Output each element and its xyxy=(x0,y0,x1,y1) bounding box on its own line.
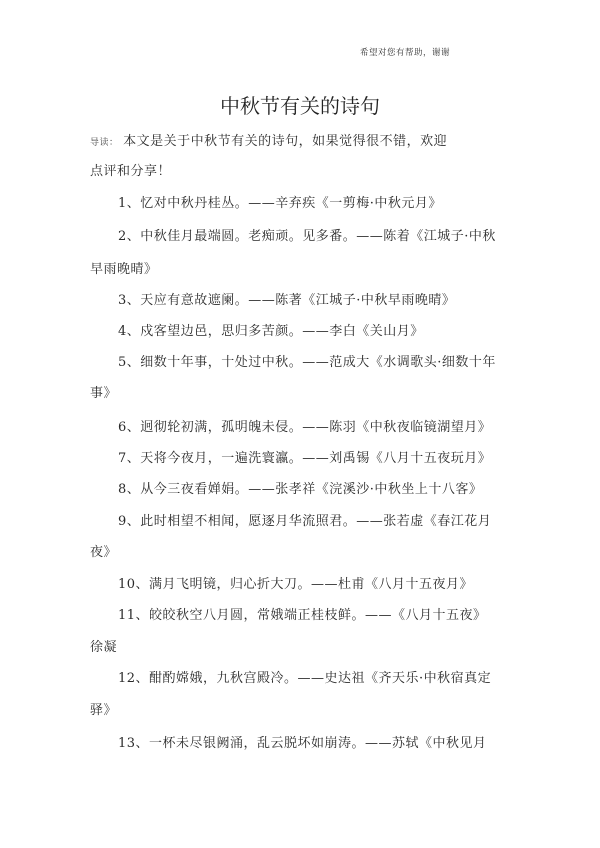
poem-line: 3、天应有意故遮阑。——陈著《江城子·中秋早雨晚晴》 xyxy=(118,293,456,308)
poem-line: 7、天将今夜月，一遍洗寰瀛。——刘禹锡《八月十五夜玩月》 xyxy=(118,451,492,466)
poem-line: 1、忆对中秋丹桂丛。——辛弃疾《一剪梅·中秋元月》 xyxy=(118,196,442,211)
intro-label: 导读： xyxy=(90,138,119,148)
poem-line: 8、从今三夜看婵娟。——张孝祥《浣溪沙·中秋坐上十八客》 xyxy=(118,482,483,497)
poem-line-continuation: 徐凝 xyxy=(90,640,118,655)
poem-line-continuation: 驿》 xyxy=(90,703,118,718)
poem-line: 9、此时相望不相闻，愿逐月华流照君。——张若虚《春江花月 xyxy=(118,514,492,529)
poem-line: 6、迥彻轮初满，孤明魄未侵。——陈羽《中秋夜临镜湖望月》 xyxy=(118,420,492,435)
poem-line: 10、满月飞明镜，归心折大刀。——杜甫《八月十五夜月》 xyxy=(118,577,474,592)
poem-line: 11、皎皎秋空八月圆，常娥端正桂枝鲜。——《八月十五夜》 xyxy=(118,608,487,623)
intro-line-1 xyxy=(90,130,447,149)
poem-line: 13、一杯未尽银阙涌，乱云脱坏如崩涛。——苏轼《中秋见月 xyxy=(118,736,487,751)
poem-line-continuation: 事》 xyxy=(90,386,118,401)
poem-line: 4、戍客望边邑，思归多苦颜。——李白《关山月》 xyxy=(118,324,424,339)
header-note: 希望对您有帮助，谢谢 xyxy=(359,48,450,58)
poem-line: 5、细数十年事，十处过中秋。——范成大《水调歌头·细数十年 xyxy=(118,355,496,370)
poem-line: 12、酣酌嫦娥，九秋宫殿冷。——史达祖《齐天乐·中秋宿真定 xyxy=(118,671,492,686)
intro-line-2: 点评和分享！ xyxy=(90,164,172,179)
poem-line-continuation: 早雨晚晴》 xyxy=(90,262,158,277)
poem-line: 2、中秋佳月最端圆。老痴顽。见多番。——陈着《江城子·中秋 xyxy=(118,229,496,244)
poem-line-continuation: 夜》 xyxy=(90,545,118,560)
page-title: 中秋节有关的诗句 xyxy=(220,94,380,118)
intro-text: 本文是关于中秋节有关的诗句，如果觉得很不错，欢迎 xyxy=(123,134,448,149)
